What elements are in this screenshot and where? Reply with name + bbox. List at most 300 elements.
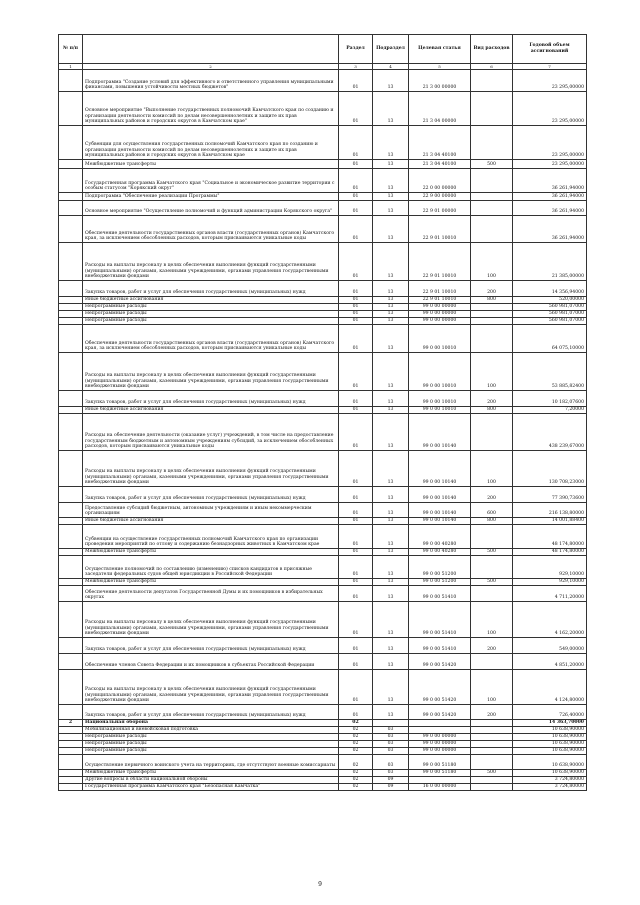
- cell-subsection: 13: [373, 638, 409, 654]
- cell-subsection: 13: [373, 602, 409, 638]
- cell-section: 01: [339, 586, 373, 602]
- cell-target: [409, 720, 471, 727]
- cell-target: 99 0 00 10010: [409, 407, 471, 414]
- cell-num: [59, 160, 83, 169]
- cell-amount: 560 981,07000: [513, 311, 587, 318]
- cell-name: Закупка товаров, работ и услуг для обеспечения государственных (муниципальных) нужд: [83, 391, 339, 407]
- budget-table: [58, 34, 587, 791]
- cell-amount: 726,40000: [513, 705, 587, 720]
- cell-amount: 10 638,90000: [513, 727, 587, 734]
- cell-subsection: 13: [373, 586, 409, 602]
- cell-section: 01: [339, 92, 373, 126]
- table-row: [59, 487, 587, 503]
- table-row: [59, 451, 587, 487]
- cell-name: Обеспечение деятельности государственных органов власти (государственных органов) Камчатского края, за исключением обособленных расходов, которым присваиваются уникальные коды: [83, 325, 339, 353]
- cell-amount: 10 638,90000: [513, 748, 587, 755]
- cell-amount: 520,00000: [513, 297, 587, 304]
- cell-subsection: 09: [373, 784, 409, 791]
- cell-name: Непрограммные расходы: [83, 304, 339, 311]
- cell-name: Расходы на выплаты персоналу в целях обеспечения выполнения функций государственными (муниципальными) органами, казенными учреждениями, органами управления государственными внебюджетными фондами: [83, 353, 339, 391]
- cell-subsection: 13: [373, 705, 409, 720]
- column-number: 6: [471, 64, 513, 70]
- cell-amount: 929,10000: [513, 556, 587, 579]
- cell-subsection: 13: [373, 311, 409, 318]
- table-row: [59, 638, 587, 654]
- cell-num: [59, 670, 83, 705]
- table-row: [59, 216, 587, 243]
- cell-subsection: 13: [373, 451, 409, 487]
- table-row: [59, 126, 587, 160]
- cell-subsection: 13: [373, 549, 409, 556]
- cell-name: Осуществление первичного воинского учета на территориях, где отсутствуют военные комиссариаты: [83, 755, 339, 770]
- cell-section: 01: [339, 487, 373, 503]
- cell-amount: 14 363,70000: [513, 720, 587, 727]
- cell-num: [59, 579, 83, 586]
- cell-exptype: [471, 654, 513, 670]
- cell-subsection: 13: [373, 160, 409, 169]
- cell-num: [59, 451, 83, 487]
- cell-exptype: [471, 777, 513, 784]
- cell-amount: 10 182,07600: [513, 391, 587, 407]
- cell-section: 01: [339, 169, 373, 193]
- cell-exptype: [471, 325, 513, 353]
- cell-exptype: [471, 741, 513, 748]
- cell-num: 2: [59, 720, 83, 727]
- cell-subsection: 13: [373, 525, 409, 549]
- cell-section: 01: [339, 407, 373, 414]
- cell-section: 01: [339, 654, 373, 670]
- cell-target: 99 0 00 51420: [409, 705, 471, 720]
- cell-amount: 36 261,94000: [513, 201, 587, 216]
- cell-section: 01: [339, 670, 373, 705]
- column-number: 3: [339, 64, 373, 70]
- cell-exptype: [471, 92, 513, 126]
- header-section: Раздел: [339, 35, 373, 64]
- cell-target: 21 3 04 40100: [409, 160, 471, 169]
- cell-target: 21 3 00 00000: [409, 70, 471, 92]
- cell-amount: 7,20000: [513, 407, 587, 414]
- cell-num: [59, 304, 83, 311]
- cell-target: 99 0 00 00000: [409, 318, 471, 325]
- cell-section: 02: [339, 748, 373, 755]
- table-row: [59, 770, 587, 777]
- cell-name: Закупка товаров, работ и услуг для обеспечения государственных (муниципальных) нужд: [83, 638, 339, 654]
- cell-num: [59, 169, 83, 193]
- cell-section: 01: [339, 353, 373, 391]
- cell-num: [59, 748, 83, 755]
- cell-section: 02: [339, 727, 373, 734]
- cell-name: Закупка товаров, работ и услуг для обеспечения государственных (муниципальных) нужд: [83, 705, 339, 720]
- cell-num: [59, 503, 83, 518]
- cell-exptype: 500: [471, 579, 513, 586]
- cell-name: Закупка товаров, работ и услуг для обеспечения государственных (муниципальных) нужд: [83, 487, 339, 503]
- cell-name: Обеспечение членов Совета Федерации и их помощников в субъектах Российской Федерации: [83, 654, 339, 670]
- cell-exptype: [471, 755, 513, 770]
- table-row: [59, 784, 587, 791]
- cell-subsection: 13: [373, 216, 409, 243]
- table-row: [59, 407, 587, 414]
- table-row: [59, 193, 587, 201]
- cell-num: [59, 518, 83, 525]
- cell-num: [59, 216, 83, 243]
- cell-section: 01: [339, 705, 373, 720]
- cell-amount: 14 356,94000: [513, 281, 587, 297]
- cell-name: Расходы на выплаты персоналу в целях обеспечения выполнения функций государственными (муниципальными) органами, казенными учреждениями, органами управления государственными внебюджетными фондами: [83, 670, 339, 705]
- cell-subsection: 09: [373, 777, 409, 784]
- cell-section: 01: [339, 160, 373, 169]
- cell-target: 99 0 00 51410: [409, 586, 471, 602]
- cell-exptype: 500: [471, 549, 513, 556]
- cell-subsection: [373, 720, 409, 727]
- cell-target: 22 9 01 10010: [409, 243, 471, 281]
- cell-exptype: [471, 414, 513, 451]
- table-row: [59, 755, 587, 770]
- table-row: [59, 201, 587, 216]
- cell-target: 99 0 00 00000: [409, 741, 471, 748]
- table-row: [59, 705, 587, 720]
- cell-num: [59, 391, 83, 407]
- cell-section: 02: [339, 741, 373, 748]
- cell-name: Субвенции на осуществление государственных полномочий Камчатского края по организации проведения мероприятий по отлову и содержанию безнадзорных животных в Камчатском крае: [83, 525, 339, 549]
- table-row: [59, 549, 587, 556]
- cell-section: 01: [339, 325, 373, 353]
- cell-amount: 130 708,23000: [513, 451, 587, 487]
- table-row: [59, 670, 587, 705]
- cell-exptype: 500: [471, 770, 513, 777]
- cell-exptype: 200: [471, 638, 513, 654]
- cell-target: 99 0 00 51200: [409, 579, 471, 586]
- cell-exptype: [471, 70, 513, 92]
- column-number: 5: [409, 64, 471, 70]
- cell-subsection: 03: [373, 741, 409, 748]
- column-number: 4: [373, 64, 409, 70]
- cell-section: 01: [339, 193, 373, 201]
- table-body: [59, 70, 587, 791]
- cell-exptype: [471, 304, 513, 311]
- cell-section: 01: [339, 414, 373, 451]
- cell-amount: 36 261,94000: [513, 216, 587, 243]
- cell-num: [59, 556, 83, 579]
- cell-amount: 10 638,90000: [513, 741, 587, 748]
- cell-target: 22 9 01 10010: [409, 281, 471, 297]
- cell-section: 02: [339, 770, 373, 777]
- cell-exptype: [471, 727, 513, 734]
- cell-num: [59, 353, 83, 391]
- table-row: [59, 391, 587, 407]
- cell-section: 01: [339, 70, 373, 92]
- cell-target: 21 3 04 00000: [409, 92, 471, 126]
- table-header-row: [59, 35, 587, 64]
- cell-amount: 560 981,07000: [513, 318, 587, 325]
- cell-section: 01: [339, 216, 373, 243]
- cell-target: 99 0 00 10010: [409, 391, 471, 407]
- cell-subsection: 03: [373, 727, 409, 734]
- cell-target: 99 0 00 10140: [409, 414, 471, 451]
- table-row: [59, 325, 587, 353]
- header-subsection: Подраздел: [373, 35, 409, 64]
- cell-exptype: [471, 748, 513, 755]
- cell-subsection: 13: [373, 407, 409, 414]
- cell-num: [59, 70, 83, 92]
- cell-exptype: 100: [471, 602, 513, 638]
- table-row: [59, 70, 587, 92]
- cell-subsection: 13: [373, 70, 409, 92]
- cell-num: [59, 325, 83, 353]
- cell-name: Межбюджетные трансферты: [83, 160, 339, 169]
- cell-subsection: 03: [373, 755, 409, 770]
- cell-subsection: 13: [373, 297, 409, 304]
- cell-num: [59, 638, 83, 654]
- table-row: [59, 92, 587, 126]
- table-row: [59, 579, 587, 586]
- table-row: [59, 518, 587, 525]
- cell-target: 21 3 04 40100: [409, 126, 471, 160]
- cell-section: 01: [339, 281, 373, 297]
- cell-section: 01: [339, 525, 373, 549]
- cell-num: [59, 193, 83, 201]
- cell-section: 01: [339, 556, 373, 579]
- cell-subsection: 13: [373, 126, 409, 160]
- cell-target: 22 0 00 00000: [409, 169, 471, 193]
- cell-exptype: [471, 201, 513, 216]
- cell-exptype: 100: [471, 670, 513, 705]
- cell-subsection: 13: [373, 518, 409, 525]
- cell-section: 02: [339, 777, 373, 784]
- table-row: [59, 727, 587, 734]
- cell-subsection: 13: [373, 243, 409, 281]
- cell-amount: 929,10000: [513, 579, 587, 586]
- cell-target: 99 0 00 40280: [409, 549, 471, 556]
- cell-exptype: [471, 193, 513, 201]
- cell-amount: 10 638,90000: [513, 755, 587, 770]
- cell-section: 02: [339, 784, 373, 791]
- cell-name: Осуществление полномочий по составлению (изменению) списков кандидатов в присяжные заседатели федеральных судов общей юрисдикции в Российской Федерации: [83, 556, 339, 579]
- table-row: [59, 169, 587, 193]
- cell-section: 01: [339, 549, 373, 556]
- table-row: [59, 297, 587, 304]
- cell-exptype: [471, 720, 513, 727]
- cell-section: 01: [339, 391, 373, 407]
- cell-subsection: 03: [373, 770, 409, 777]
- cell-amount: 560 981,07000: [513, 304, 587, 311]
- cell-num: [59, 126, 83, 160]
- table-row: [59, 777, 587, 784]
- cell-num: [59, 734, 83, 741]
- cell-subsection: 13: [373, 670, 409, 705]
- cell-subsection: 13: [373, 193, 409, 201]
- cell-target: 99 0 00 51410: [409, 602, 471, 638]
- cell-section: 02: [339, 734, 373, 741]
- cell-amount: 77 390,73600: [513, 487, 587, 503]
- table-row: [59, 318, 587, 325]
- cell-target: 99 0 00 00000: [409, 311, 471, 318]
- cell-target: 99 0 00 10140: [409, 503, 471, 518]
- cell-amount: 23 295,00000: [513, 160, 587, 169]
- cell-name: Непрограммные расходы: [83, 748, 339, 755]
- cell-target: 99 0 00 10140: [409, 487, 471, 503]
- cell-num: [59, 525, 83, 549]
- cell-target: 99 0 00 51420: [409, 654, 471, 670]
- cell-name: Закупка товаров, работ и услуг для обеспечения государственных (муниципальных) нужд: [83, 281, 339, 297]
- cell-amount: 53 885,82400: [513, 353, 587, 391]
- cell-exptype: 800: [471, 518, 513, 525]
- cell-amount: 4 124,80000: [513, 670, 587, 705]
- header-amount: Годовой объем ассигнований: [513, 35, 587, 64]
- table-row: [59, 654, 587, 670]
- cell-exptype: 800: [471, 297, 513, 304]
- cell-num: [59, 549, 83, 556]
- cell-subsection: 13: [373, 318, 409, 325]
- table-row: [59, 741, 587, 748]
- cell-name: Непрограммные расходы: [83, 311, 339, 318]
- cell-name: Государственная программа Камчатского края "Безопасная Камчатка": [83, 784, 339, 791]
- cell-target: 99 0 00 10010: [409, 353, 471, 391]
- cell-amount: 23 295,00000: [513, 70, 587, 92]
- cell-exptype: 200: [471, 705, 513, 720]
- cell-section: 01: [339, 451, 373, 487]
- cell-target: 99 0 00 10140: [409, 518, 471, 525]
- cell-subsection: 13: [373, 391, 409, 407]
- cell-section: 01: [339, 201, 373, 216]
- cell-subsection: 13: [373, 325, 409, 353]
- cell-amount: 36 261,94000: [513, 193, 587, 201]
- cell-exptype: [471, 216, 513, 243]
- cell-num: [59, 243, 83, 281]
- cell-target: 99 0 00 51200: [409, 556, 471, 579]
- cell-section: 02: [339, 755, 373, 770]
- cell-amount: 23 295,00000: [513, 92, 587, 126]
- cell-section: 02: [339, 720, 373, 727]
- cell-target: 99 0 00 51180: [409, 770, 471, 777]
- cell-subsection: 13: [373, 579, 409, 586]
- cell-num: [59, 281, 83, 297]
- cell-subsection: 13: [373, 487, 409, 503]
- cell-target: 99 0 00 10140: [409, 451, 471, 487]
- cell-num: [59, 586, 83, 602]
- cell-name: Расходы на обеспечение деятельности (оказание услуг) учреждений, в том числе на предоставление государственным бюджетным и автономным учреждениям субсидий, за исключением обособленных расходов, которым присваиваются уникальные коды: [83, 414, 339, 451]
- table-row: [59, 243, 587, 281]
- cell-exptype: 100: [471, 353, 513, 391]
- cell-amount: 4 851,20000: [513, 654, 587, 670]
- cell-amount: 48 174,80000: [513, 549, 587, 556]
- cell-subsection: 13: [373, 556, 409, 579]
- cell-section: 01: [339, 579, 373, 586]
- cell-name: Обеспечение деятельности государственных органов власти (государственных органов) Камчатского края, за исключением обособленных расходов, которым присваиваются уникальные коды: [83, 216, 339, 243]
- cell-num: [59, 414, 83, 451]
- cell-subsection: 03: [373, 734, 409, 741]
- column-number: 1: [59, 64, 83, 70]
- cell-subsection: 13: [373, 281, 409, 297]
- cell-amount: 36 261,94000: [513, 169, 587, 193]
- cell-name: Национальная оборона: [83, 720, 339, 727]
- table-row: [59, 748, 587, 755]
- cell-num: [59, 727, 83, 734]
- cell-name: Межбюджетные трансферты: [83, 770, 339, 777]
- cell-amount: 23 295,00000: [513, 126, 587, 160]
- cell-subsection: 13: [373, 353, 409, 391]
- cell-exptype: [471, 734, 513, 741]
- cell-name: Основное мероприятие "Осуществление полномочий и функций администрации Корякского округа": [83, 201, 339, 216]
- cell-amount: 3 724,80000: [513, 777, 587, 784]
- cell-name: Другие вопросы в области национальной обороны: [83, 777, 339, 784]
- cell-amount: 4 711,20000: [513, 586, 587, 602]
- table-row: [59, 503, 587, 518]
- cell-target: 16 0 00 00000: [409, 784, 471, 791]
- table-row: [59, 602, 587, 638]
- cell-exptype: 800: [471, 407, 513, 414]
- cell-name: Расходы на выплаты персоналу в целях обеспечения выполнения функций государственными (муниципальными) органами, казенными учреждениями, органами управления государственными внебюджетными фондами: [83, 243, 339, 281]
- cell-num: [59, 784, 83, 791]
- table-row: [59, 525, 587, 549]
- cell-section: 01: [339, 602, 373, 638]
- cell-name: Государственная программа Камчатского края "Социальное и экономическое развитие территории с особым статусом "Корякский округ": [83, 169, 339, 193]
- cell-amount: 48 174,80000: [513, 525, 587, 549]
- cell-section: 01: [339, 503, 373, 518]
- cell-num: [59, 487, 83, 503]
- cell-target: 99 0 00 00000: [409, 748, 471, 755]
- cell-amount: 10 638,90000: [513, 770, 587, 777]
- cell-subsection: 13: [373, 92, 409, 126]
- cell-num: [59, 297, 83, 304]
- cell-target: 99 0 00 51420: [409, 670, 471, 705]
- table-row: [59, 353, 587, 391]
- page-number: 9: [318, 881, 322, 888]
- cell-target: 99 0 00 00000: [409, 734, 471, 741]
- cell-name: Иные бюджетные ассигнования: [83, 297, 339, 304]
- cell-target: 22 9 01 00000: [409, 201, 471, 216]
- cell-exptype: [471, 556, 513, 579]
- cell-name: Непрограммные расходы: [83, 734, 339, 741]
- header-num: № п/п: [59, 35, 83, 64]
- cell-target: 99 0 00 51180: [409, 755, 471, 770]
- cell-exptype: 100: [471, 243, 513, 281]
- table-row: [59, 281, 587, 297]
- cell-num: [59, 602, 83, 638]
- cell-num: [59, 741, 83, 748]
- table-row: [59, 304, 587, 311]
- cell-name: Подпрограмма "Создание условий для эффективного и ответственного управления муниципальными финансами, повышения устойчивости местных бюджетов": [83, 70, 339, 92]
- table-row: [59, 586, 587, 602]
- cell-exptype: 200: [471, 281, 513, 297]
- cell-amount: 64 075,10000: [513, 325, 587, 353]
- cell-target: 22 9 00 00000: [409, 193, 471, 201]
- cell-exptype: [471, 525, 513, 549]
- table-row: [59, 734, 587, 741]
- cell-target: 99 0 00 10010: [409, 325, 471, 353]
- cell-exptype: 200: [471, 487, 513, 503]
- cell-target: 22 9 01 10010: [409, 216, 471, 243]
- cell-section: 01: [339, 638, 373, 654]
- cell-exptype: 500: [471, 160, 513, 169]
- cell-section: 01: [339, 318, 373, 325]
- cell-name: Мобилизационная и вневойсковая подготовка: [83, 727, 339, 734]
- cell-section: 01: [339, 304, 373, 311]
- cell-amount: 438 239,67000: [513, 414, 587, 451]
- cell-name: Непрограммные расходы: [83, 318, 339, 325]
- header-exptype: Вид расходов: [471, 35, 513, 64]
- cell-name: Субвенции для осуществления государственных полномочий Камчатского края по созданию и организации деятельности комиссий по делам несовершеннолетних и защите их прав муниципальных районов и городских округов в Камчатском крае: [83, 126, 339, 160]
- column-number: 2: [83, 64, 339, 70]
- cell-section: 01: [339, 311, 373, 318]
- cell-subsection: 13: [373, 304, 409, 311]
- cell-name: Расходы на выплаты персоналу в целях обеспечения выполнения функций государственными (муниципальными) органами, казенными учреждениями, органами управления государственными внебюджетными фондами: [83, 451, 339, 487]
- cell-exptype: [471, 784, 513, 791]
- cell-target: [409, 777, 471, 784]
- table-row: [59, 160, 587, 169]
- cell-subsection: 13: [373, 169, 409, 193]
- cell-section: 01: [339, 518, 373, 525]
- cell-exptype: 600: [471, 503, 513, 518]
